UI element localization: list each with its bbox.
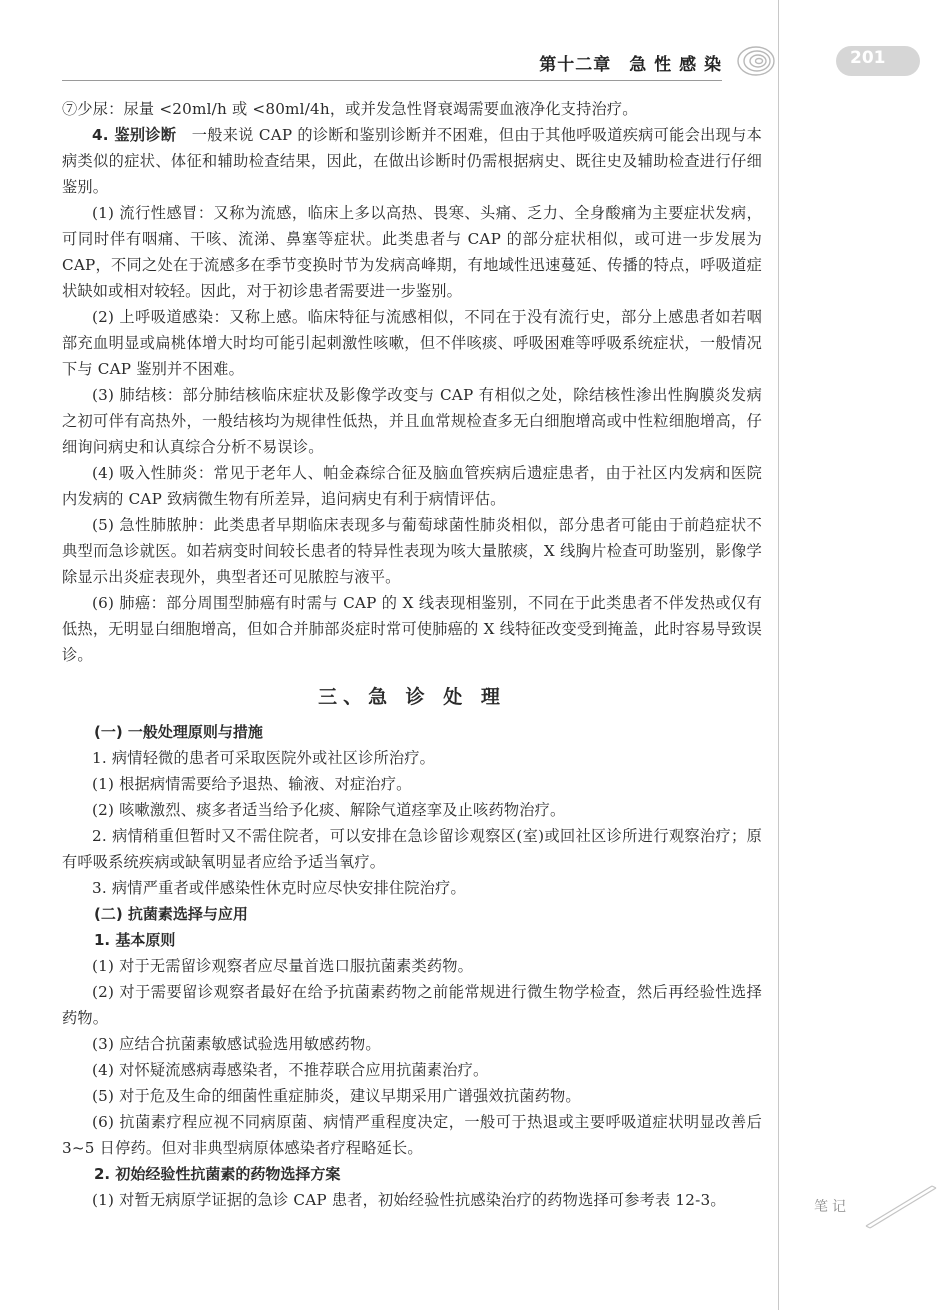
paragraph: (6) 抗菌素疗程应视不同病原菌、病情严重程度决定，一般可于热退或主要呼吸道症状明显改善后 3~5 日停药。但对非典型病原体感染者疗程略延长。 xyxy=(62,1113,762,1157)
paragraph-lead: 4. 鉴别诊断 xyxy=(92,126,177,144)
sub-subsection-heading: 1. 基本原则 xyxy=(94,931,176,949)
swirl-logo-icon xyxy=(730,40,776,82)
paragraph: (3) 肺结核：部分肺结核临床症状及影像学改变与 CAP 有相似之处，除结核性渗出性胸膜炎发病之初可伴有高热外，一般结核均为规律性低热，并且血常规检查多无白细胞增高或中性粒细胞增高，仔细询问病史和认真综合分析不易误诊。 xyxy=(62,386,762,456)
chapter-title: 第十二章 急 性 感 染 xyxy=(539,55,722,75)
paragraph: (1) 对暂无病原学证据的急诊 CAP 患者，初始经验性抗感染治疗的药物选择可参考表 12-3。 xyxy=(92,1191,726,1209)
subsection-heading: (一) 一般处理原则与措施 xyxy=(94,723,263,741)
paragraph: 3. 病情严重者或伴感染性休克时应尽快安排住院治疗。 xyxy=(92,879,466,897)
sub-subsection-heading: 2. 初始经验性抗菌素的药物选择方案 xyxy=(94,1165,341,1183)
paragraph: 2. 病情稍重但暂时又不需住院者，可以安排在急诊留诊观察区(室)或回社区诊所进行观察治疗；原有呼吸系统疾病或缺氧明显者应给予适当氧疗。 xyxy=(62,827,762,871)
paragraph: (3) 应结合抗菌素敏感试验选用敏感药物。 xyxy=(92,1035,381,1053)
section-title: 三、急 诊 处 理 xyxy=(318,686,506,708)
paragraph: ⑦少尿：尿量 <20ml/h 或 <80ml/4h，或并发急性肾衰竭需要血液净化支持治疗。 xyxy=(62,100,638,118)
notes-label: 笔记 xyxy=(814,1199,850,1215)
paragraph: (2) 咳嗽激烈、痰多者适当给予化痰、解除气道痉挛及止咳药物治疗。 xyxy=(92,801,566,819)
paragraph: (1) 根据病情需要给予退热、输液、对症治疗。 xyxy=(92,775,412,793)
paragraph: (1) 流行性感冒：又称为流感，临床上多以高热、畏寒、头痛、乏力、全身酸痛为主要症状发病，可同时伴有咽痛、干咳、流涕、鼻塞等症状。此类患者与 CAP 的部分症状相似，或可进一步发展为 CAP，不同之处在于流感多在季节变换时节为发病高峰期，有地域性迅速蔓延、传播的特点，呼吸道症状缺如或相对较轻。因此，对于初诊患者需要进一步鉴别。 xyxy=(62,204,762,300)
paragraph: (4) 吸入性肺炎：常见于老年人、帕金森综合征及脑血管疾病后遗症患者，由于社区内发病和医院内发病的 CAP 致病微生物有所差异，追问病史有利于病情评估。 xyxy=(62,464,762,508)
page-number: 201 xyxy=(850,48,886,68)
paragraph: 4. 鉴别诊断 一般来说 CAP 的诊断和鉴别诊断并不困难，但由于其他呼吸道疾病可能会出现与本病类似的症状、体征和辅助检查结果，因此，在做出诊断时仍需根据病史、既往史及辅助检查进行仔细鉴别。 xyxy=(62,126,762,196)
paragraph: 1. 病情轻微的患者可采取医院外或社区诊所治疗。 xyxy=(92,749,436,767)
paragraph: (2) 上呼吸道感染：又称上感。临床特征与流感相似，不同在于没有流行史，部分上感患者如若咽部充血明显或扁桃体增大时均可能引起刺激性咳嗽，但不伴咳痰、呼吸困难等呼吸系统症状，一般情况下与 CAP 鉴别并不困难。 xyxy=(62,308,762,378)
paragraph: (1) 对于无需留诊观察者应尽量首选口服抗菌素类药物。 xyxy=(92,957,474,975)
subsection-heading: (二) 抗菌素选择与应用 xyxy=(94,905,248,923)
margin-divider xyxy=(778,0,779,1310)
paragraph: (6) 肺癌：部分周围型肺癌有时需与 CAP 的 X 线表现相鉴别，不同在于此类患者不伴发热或仅有低热，无明显白细胞增高，但如合并肺部炎症时常可使肺癌的 X 线特征改变受到掩盖，此时容易导致误诊。 xyxy=(62,594,762,664)
paragraph: (2) 对于需要留诊观察者最好在给予抗菌素药物之前能常规进行微生物学检查，然后再经验性选择药物。 xyxy=(62,983,762,1027)
header-rule xyxy=(62,80,722,81)
pencil-icon xyxy=(860,1180,940,1230)
paragraph: (4) 对怀疑流感病毒感染者，不推荐联合应用抗菌素治疗。 xyxy=(92,1061,489,1079)
notes-area xyxy=(800,1180,940,1240)
main-text xyxy=(62,96,762,1213)
paragraph: (5) 对于危及生命的细菌性重症肺炎，建议早期采用广谱强效抗菌药物。 xyxy=(92,1087,581,1105)
paragraph: (5) 急性肺脓肿：此类患者早期临床表现多与葡萄球菌性肺炎相似，部分患者可能由于前趋症状不典型而急诊就医。如若病变时间较长患者的特异性表现为咳大量脓痰，X 线胸片检查可助鉴别，影像学除显示出炎症表现外，典型者还可见脓腔与液平。 xyxy=(62,516,762,586)
notes-margin xyxy=(779,0,950,1310)
